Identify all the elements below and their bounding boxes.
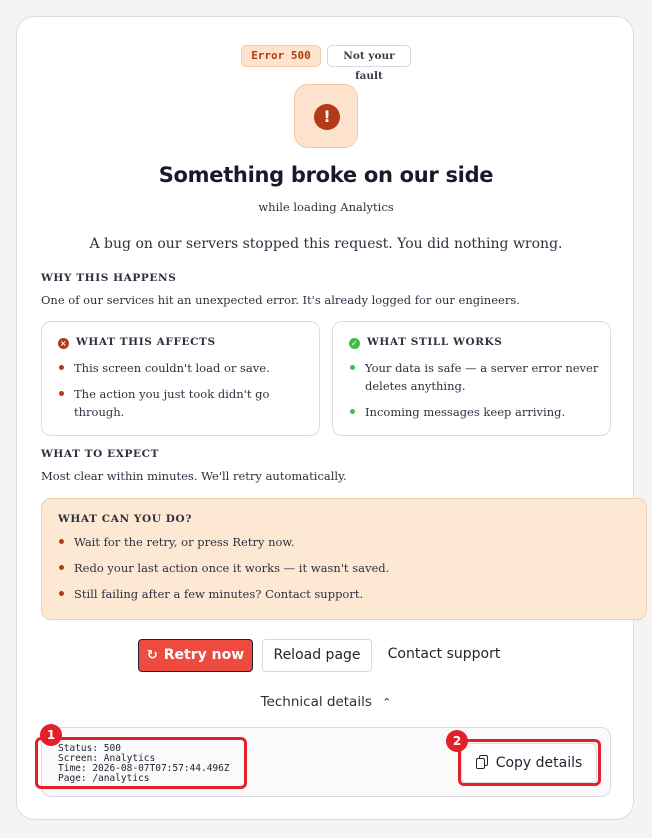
tech-status-line: Status: 500 [58,743,121,754]
page-title: Something broke on our side [158,163,494,187]
list-item: Your data is safe — a server error never deletes anything. [349,359,599,395]
what-can-you-do-box [41,498,647,620]
reload-page-button[interactable]: Reload page [262,639,372,672]
list-item: This screen couldn't load or save. [58,359,308,377]
marker-2-outline [458,739,601,786]
tech-page-line: Page: /analytics [58,773,150,784]
not-your-fault-badge: Not your fault [327,45,411,67]
works-heading: ✓ WHAT STILL WORKS [350,336,503,348]
why-text: One of our services hit an unexpected error. It's already logged for our engineers. [41,293,520,307]
list-item: Wait for the retry, or press Retry now. [58,533,618,551]
affects-box [41,321,320,436]
chevron-up-icon: ⌃ [382,696,392,709]
lead-text: A bug on our servers stopped this request. You did nothing wrong. [89,236,563,252]
list-item: Incoming messages keep arriving. [349,403,599,421]
exclamation-icon: ! [314,104,340,130]
page-subtitle: while loading Analytics [258,200,394,214]
why-heading: WHY THIS HAPPENS [41,272,177,284]
error-icon-tile [294,84,358,148]
tech-screen-line: Screen: Analytics [58,753,156,764]
error-card [16,16,634,820]
affects-heading: × WHAT THIS AFFECTS [59,336,216,348]
list-item: The action you just took didn't go through. [58,385,308,421]
marker-1-outline [35,737,247,789]
expect-text: Most clear within minutes. We'll retry automatically. [41,469,347,483]
tech-time-line: Time: 2026-08-07T07:57:44.496Z [58,763,230,774]
copy-details-button[interactable]: Copy details [461,743,597,783]
list-item: Redo your last action once it works — it wasn't saved. [58,559,618,577]
works-list [349,359,599,429]
affects-list [58,359,308,429]
check-circle-icon: ✓ [350,339,359,348]
marker-1-badge: 1 [40,724,62,746]
marker-2-badge: 2 [446,730,468,752]
cando-heading: WHAT CAN YOU DO? [58,513,192,525]
x-circle-icon: × [59,339,68,348]
works-box [332,321,611,436]
contact-support-button[interactable]: Contact support [387,646,501,662]
technical-details-toggle[interactable]: Technical details ⌃ [260,694,392,710]
cando-list [58,533,618,611]
refresh-icon: ↻ [146,648,158,663]
error-code-badge: Error 500 [241,45,321,67]
list-item: Still failing after a few minutes? Contact support. [58,585,618,603]
retry-button[interactable]: ↻ Retry now [138,639,253,672]
expect-heading: WHAT TO EXPECT [41,448,159,460]
